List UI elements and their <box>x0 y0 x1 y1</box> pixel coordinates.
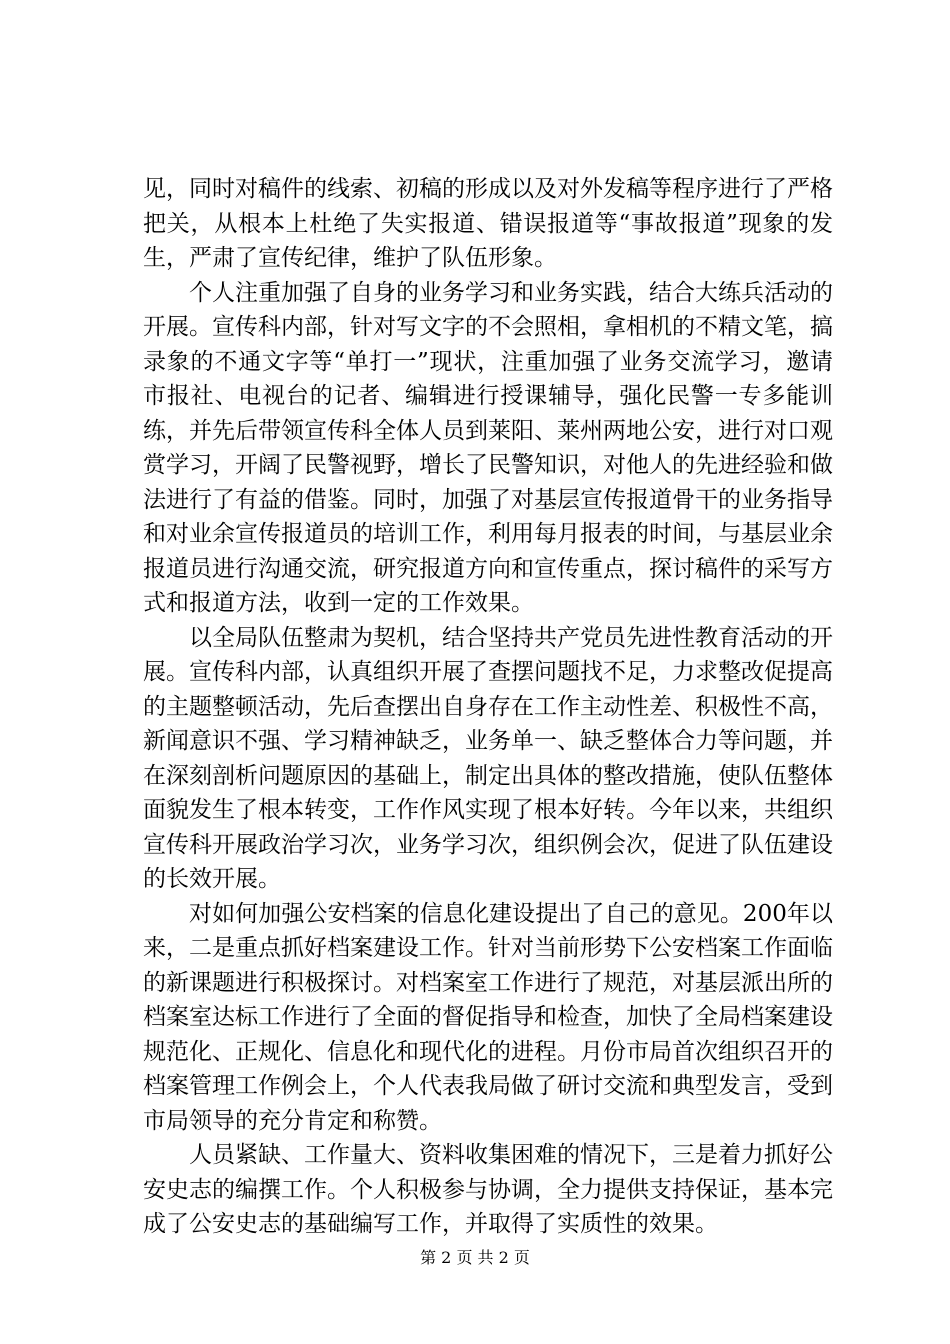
body-text <box>143 172 833 1242</box>
paragraph-team-rectification: 以全局队伍整肃为契机，结合坚持共产党员先进性教育活动的开展。宣传科内部，认真组织开展了查摆问题找不足，力求整改促提高的主题整顿活动，先后查摆出自身存在工作主动性差、积极性不高，新闻意识不强、学习精神缺乏，业务单一、缺乏整体合力等问题，并在深刻剖析问题原因的基础上，制定出具体的整改措施，使队伍整体面貌发生了根本转变，工作作风实现了根本好转。今年以来，共组织宣传科开展政治学习次，业务学习次，组织例会次，促进了队伍建设的长效开展。 <box>143 624 833 892</box>
paragraph-archive-construction: 对如何加强公安档案的信息化建设提出了自己的意见。200年以来，二是重点抓好档案建设工作。针对当前形势下公安档案工作面临的新课题进行积极探讨。对档案室工作进行了规范，对基层派出所的档案室达标工作进行了全面的督促指导和检查，加快了全局档案建设规范化、正规化、信息化和现代化的进程。月份市局首次组织召开的档案管理工作例会上，个人代表我局做了研讨交流和典型发言，受到市局领导的充分肯定和称赞。 <box>143 900 833 1134</box>
page-footer: 第 2 页 共 2 页 <box>420 1248 530 1267</box>
paragraph-continuation: 见，同时对稿件的线索、初稿的形成以及对外发稿等程序进行了严格把关，从根本上杜绝了失实报道、错误报道等“事故报道”现象的发生，严肃了宣传纪律，维护了队伍形象。 <box>143 176 833 271</box>
paragraph-business-study: 个人注重加强了自身的业务学习和业务实践，结合大练兵活动的开展。宣传科内部，针对写文字的不会照相，拿相机的不精文笔，搞录象的不通文字等“单打一”现状，注重加强了业务交流学习，邀请市报社、电视台的记者、编辑进行授课辅导，强化民警一专多能训练，并先后带领宣传科全体人员到莱阳、莱州两地公安，进行对口观赏学习，开阔了民警视野，增长了民警知识，对他人的先进经验和做法进行了有益的借鉴。同时，加强了对基层宣传报道骨干的业务指导和对业余宣传报道员的培训工作，利用每月报表的时间，与基层业余报道员进行沟通交流，研究报道方向和宣传重点，探讨稿件的采写方式和报道方法，收到一定的工作效果。 <box>143 279 833 616</box>
paragraph-history-compilation: 人员紧缺、工作量大、资料收集困难的情况下，三是着力抓好公安史志的编撰工作。个人积极参与协调，全力提供支持保证，基本完成了公安史志的基础编写工作，并取得了实质性的效果。 <box>143 1142 833 1237</box>
